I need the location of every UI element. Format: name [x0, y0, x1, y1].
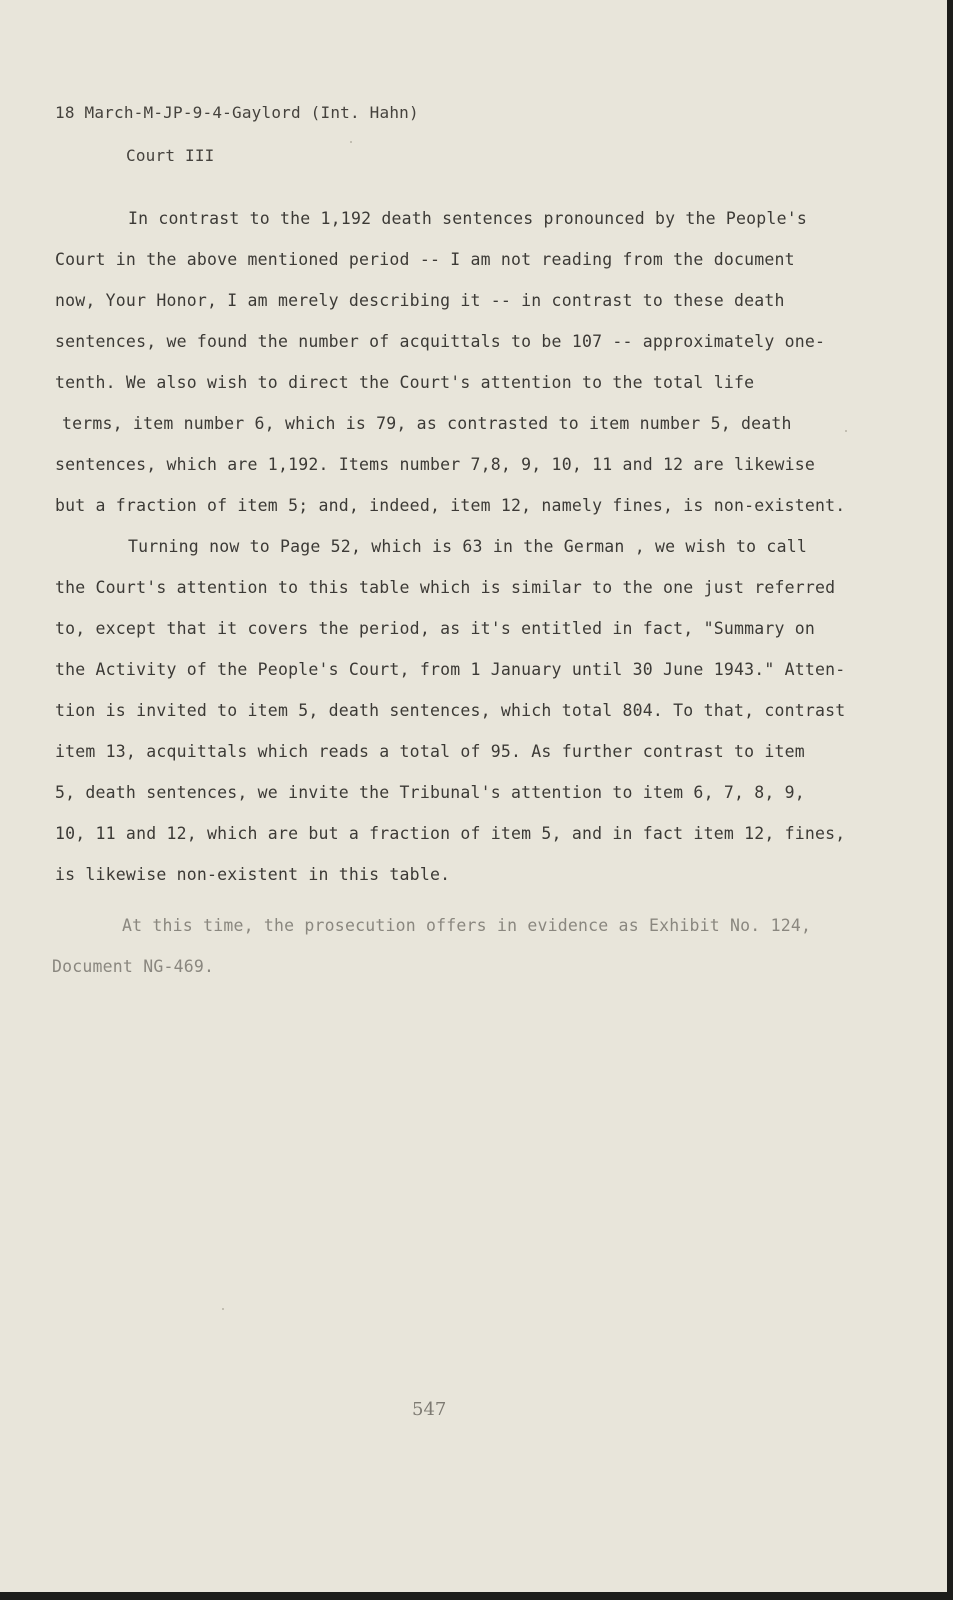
body-line: tion is invited to item 5, death sentences, which total 804. To that, contrast	[55, 701, 846, 720]
body-line: tenth. We also wish to direct the Court's attention to the total life	[55, 373, 755, 392]
body-line: sentences, which are 1,192. Items number 7,8, 9, 10, 11 and 12 are likewise	[55, 455, 816, 474]
body-line: now, Your Honor, I am merely describing it -- in contrast to these death	[55, 291, 785, 310]
body-line: Document NG-469.	[52, 957, 215, 976]
paper-speck	[350, 141, 352, 143]
session-header: 18 March-M-JP-9-4-Gaylord (Int. Hahn)	[55, 103, 419, 122]
body-line: Court in the above mentioned period -- I am not reading from the document	[55, 250, 795, 269]
paper-speck	[845, 430, 847, 432]
body-line: is likewise non-existent in this table.	[55, 865, 451, 884]
body-line: sentences, we found the number of acquittals to be 107 -- approximately one-	[55, 332, 826, 351]
body-line: Turning now to Page 52, which is 63 in the German , we wish to call	[128, 537, 807, 556]
body-line: terms, item number 6, which is 79, as contrasted to item number 5, death	[62, 414, 792, 433]
body-line: At this time, the prosecution offers in evidence as Exhibit No. 124,	[122, 916, 812, 935]
body-line: the Activity of the People's Court, from 1 January until 30 June 1943." Atten-	[55, 660, 846, 679]
body-line: In contrast to the 1,192 death sentences pronounced by the People's	[128, 209, 807, 228]
body-line: but a fraction of item 5; and, indeed, item 12, namely fines, is non-existent.	[55, 496, 846, 515]
body-line: 10, 11 and 12, which are but a fraction of item 5, and in fact item 12, fines,	[55, 824, 846, 843]
body-line: to, except that it covers the period, as it's entitled in fact, "Summary on	[55, 619, 816, 638]
body-line: item 13, acquittals which reads a total of 95. As further contrast to item	[55, 742, 805, 761]
body-line: 5, death sentences, we invite the Tribunal's attention to item 6, 7, 8, 9,	[55, 783, 805, 802]
page-number: 547	[412, 1399, 447, 1420]
paper-speck	[222, 1308, 224, 1310]
body-line: the Court's attention to this table which is similar to the one just referred	[55, 578, 836, 597]
court-label: Court III	[126, 146, 215, 165]
